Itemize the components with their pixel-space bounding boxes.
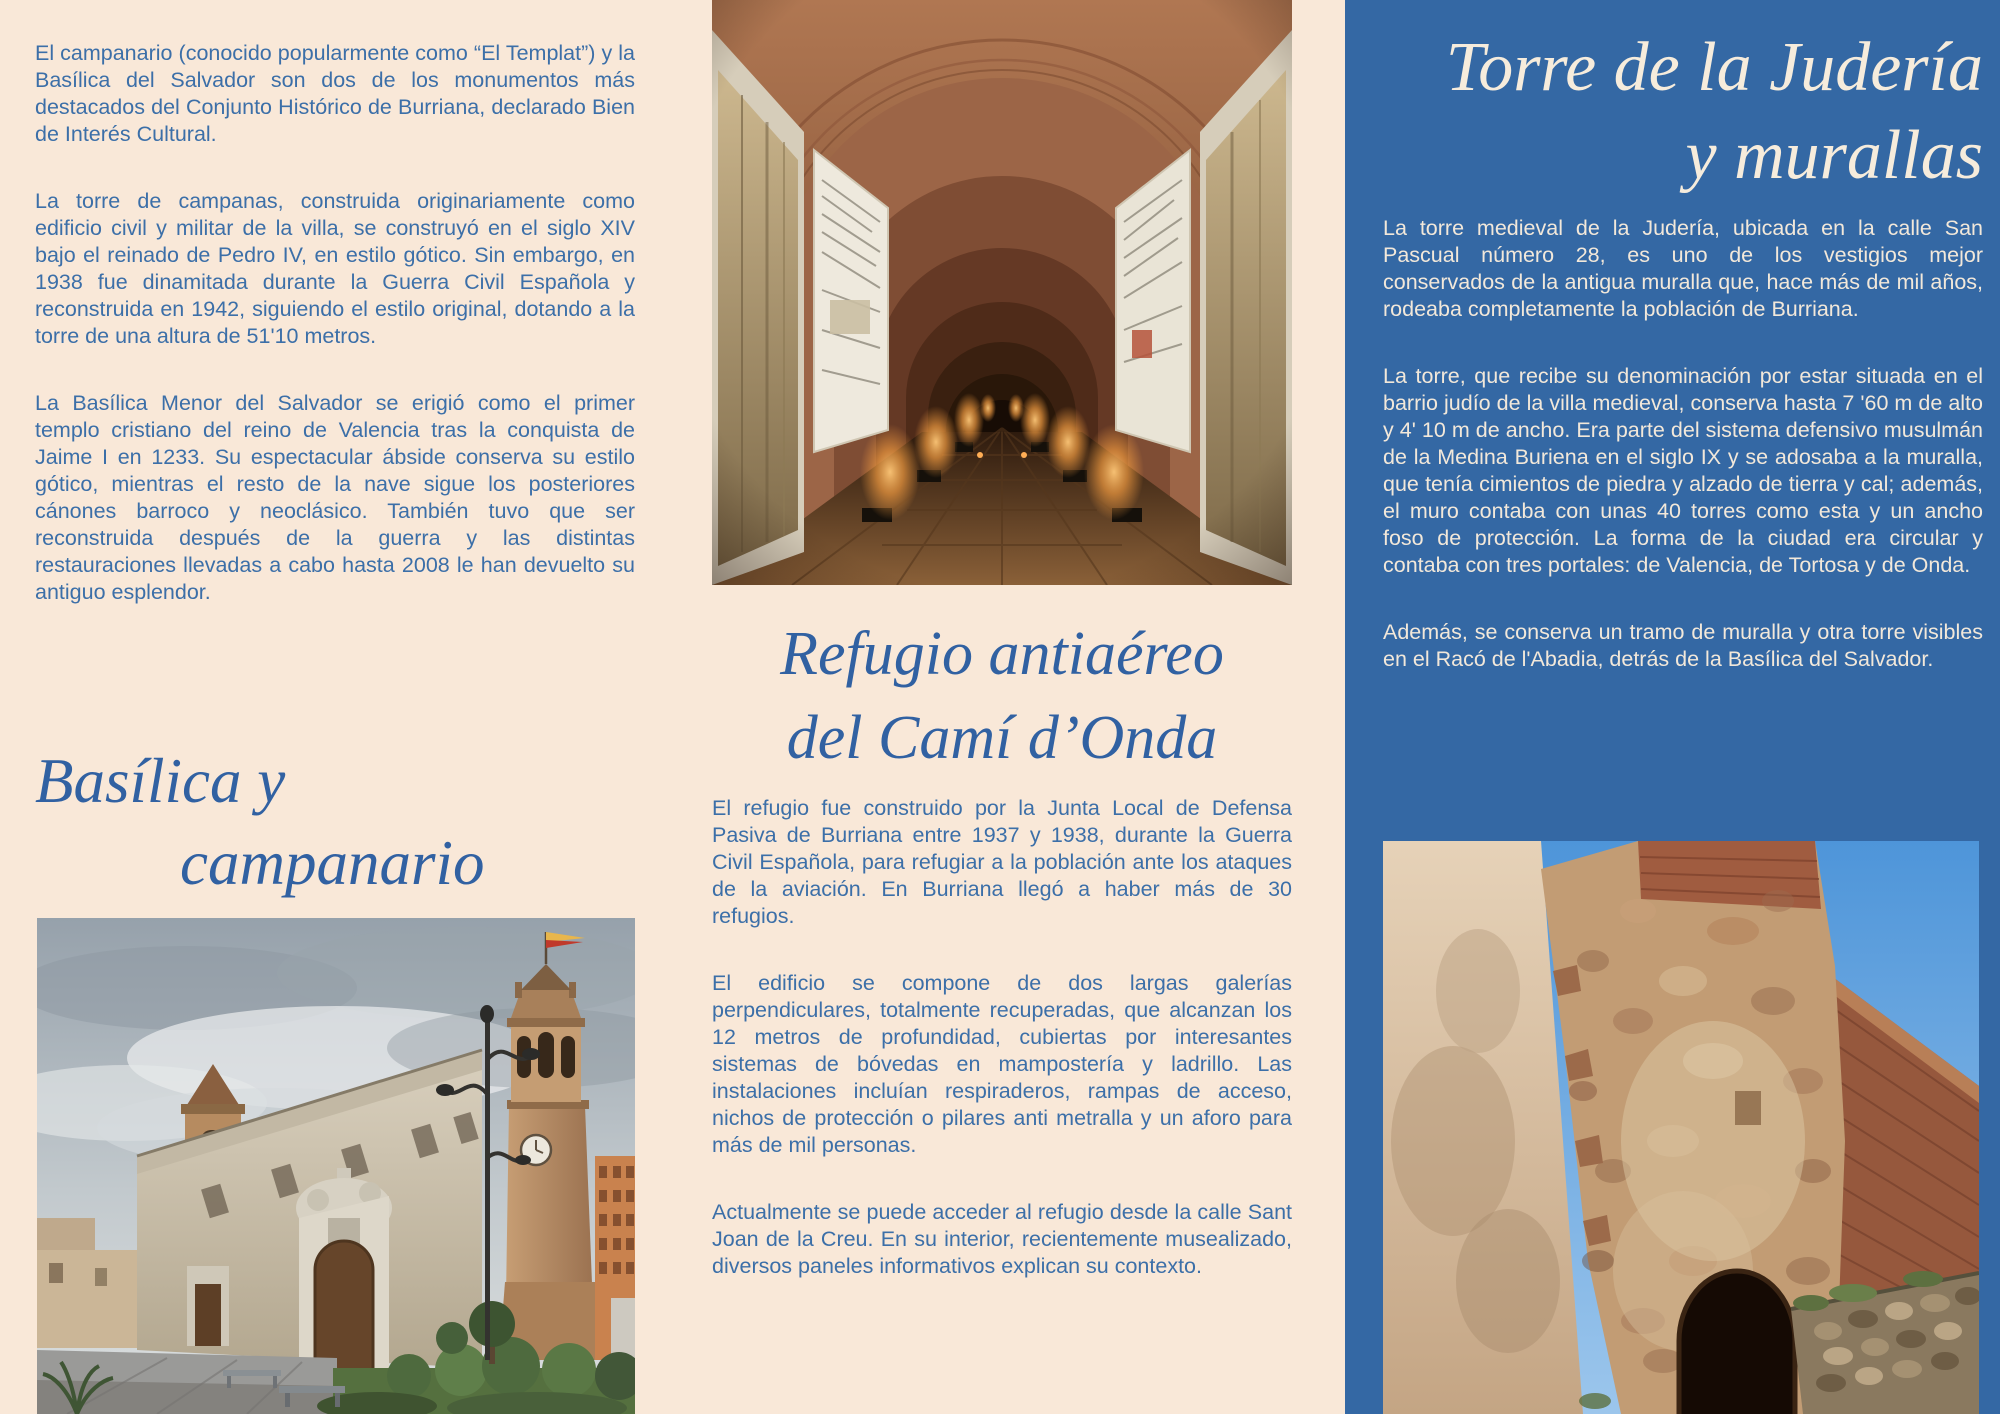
- heading-line: del Camí d’Onda: [786, 704, 1218, 772]
- left-panel-body: [35, 40, 635, 606]
- body-paragraph: Además, se conserva un tramo de muralla y otra torre visibles en el Racó de l'Abadia, detrás de la Basílica del Salvador.: [1383, 620, 1983, 671]
- body-paragraph: El refugio fue construido por la Junta Local de Defensa Pasiva de Burriana entre 1937 y 1938, durante la Guerra Civil Española, para refugiar a la población ante los ataques de la aviación. En Burriana llegó a haber más de 30 refugios.: [712, 796, 1292, 928]
- body-paragraph: La torre medieval de la Judería, ubicada en la calle San Pascual número 28, es uno de los vestigios mejor conservados de la antigua muralla que, hace más de mil años, rodeaba completamente la población de Burriana.: [1383, 216, 1983, 321]
- middle-panel-body: [712, 795, 1292, 1280]
- heading-line: y murallas: [1685, 117, 1983, 194]
- body-paragraph: La Basílica Menor del Salvador se erigió como el primer templo cristiano del reino de Valencia tras la conquista de Jaime I en 1233. Su espectacular ábside conserva su estilo gótico, mientras el resto de la nave sigue los posteriores cánones barroco y neoclásico. También tuvo que ser reconstruida después de la guerra y las distintas restauraciones llevadas a cabo hasta 2008 le han devuelto su antiguo esplendor.: [35, 391, 635, 604]
- right-panel-body: [1383, 215, 1983, 673]
- heading-line: campanario: [180, 828, 485, 898]
- section-heading-basilica: [35, 740, 635, 904]
- body-paragraph: El campanario (conocido popularmente como “El Templat”) y la Basílica del Salvador son dos de los monumentos más destacados del Conjunto Histórico de Burriana, declarado Bien de Interés Cultural.: [35, 41, 635, 146]
- body-paragraph: El edificio se compone de dos largas galerías perpendiculares, totalmente recuperadas, que alcanzan los 12 metros de profundidad, cubiertas por interesantes sistemas de bóvedas en mampostería y ladrillo. Las instalaciones incluían respiraderos, rampas de acceso, nichos de protección o pilares anti metralla y un aforo para más de mil personas.: [712, 971, 1292, 1157]
- tower-photo: [1383, 841, 1979, 1414]
- body-paragraph: La torre, que recibe su denominación por estar situada en el barrio judío de la villa medieval, conserva hasta 7 '60 m de alto y 4' 10 m de ancho. Era parte del sistema defensivo musulmán de la Medina Buriena en el siglo IX y se adosaba a la muralla, que tenía cimientos de piedra y alzado de tierra y cal; además, el muro contaba con unas 40 torres como esta y un ancho foso de protección. La forma de la ciudad era circular y contaba con tres portales: de Valencia, de Tortosa y de Onda.: [1383, 364, 1983, 577]
- section-heading-torre: [1383, 24, 1983, 200]
- section-heading-refugio: [700, 612, 1304, 780]
- tunnel-photo: [712, 0, 1292, 585]
- heading-line: Refugio antiaéreo: [780, 620, 1224, 688]
- church-photo: [37, 918, 635, 1414]
- heading-line: Torre de la Judería: [1445, 29, 1983, 106]
- heading-line: Basílica y: [35, 746, 286, 816]
- body-paragraph: Actualmente se puede acceder al refugio desde la calle Sant Joan de la Creu. En su interior, recientemente musealizado, diversos paneles informativos explican su contexto.: [712, 1200, 1292, 1278]
- body-paragraph: La torre de campanas, construida originariamente como edificio civil y militar de la villa, se construyó en el siglo XIV bajo el reinado de Pedro IV, en estilo gótico. Sin embargo, en 1938 fue dinamitada durante la Guerra Civil Española y reconstruida en 1942, siguiendo el estilo original, dotando a la torre de una altura de 51'10 metros.: [35, 189, 635, 348]
